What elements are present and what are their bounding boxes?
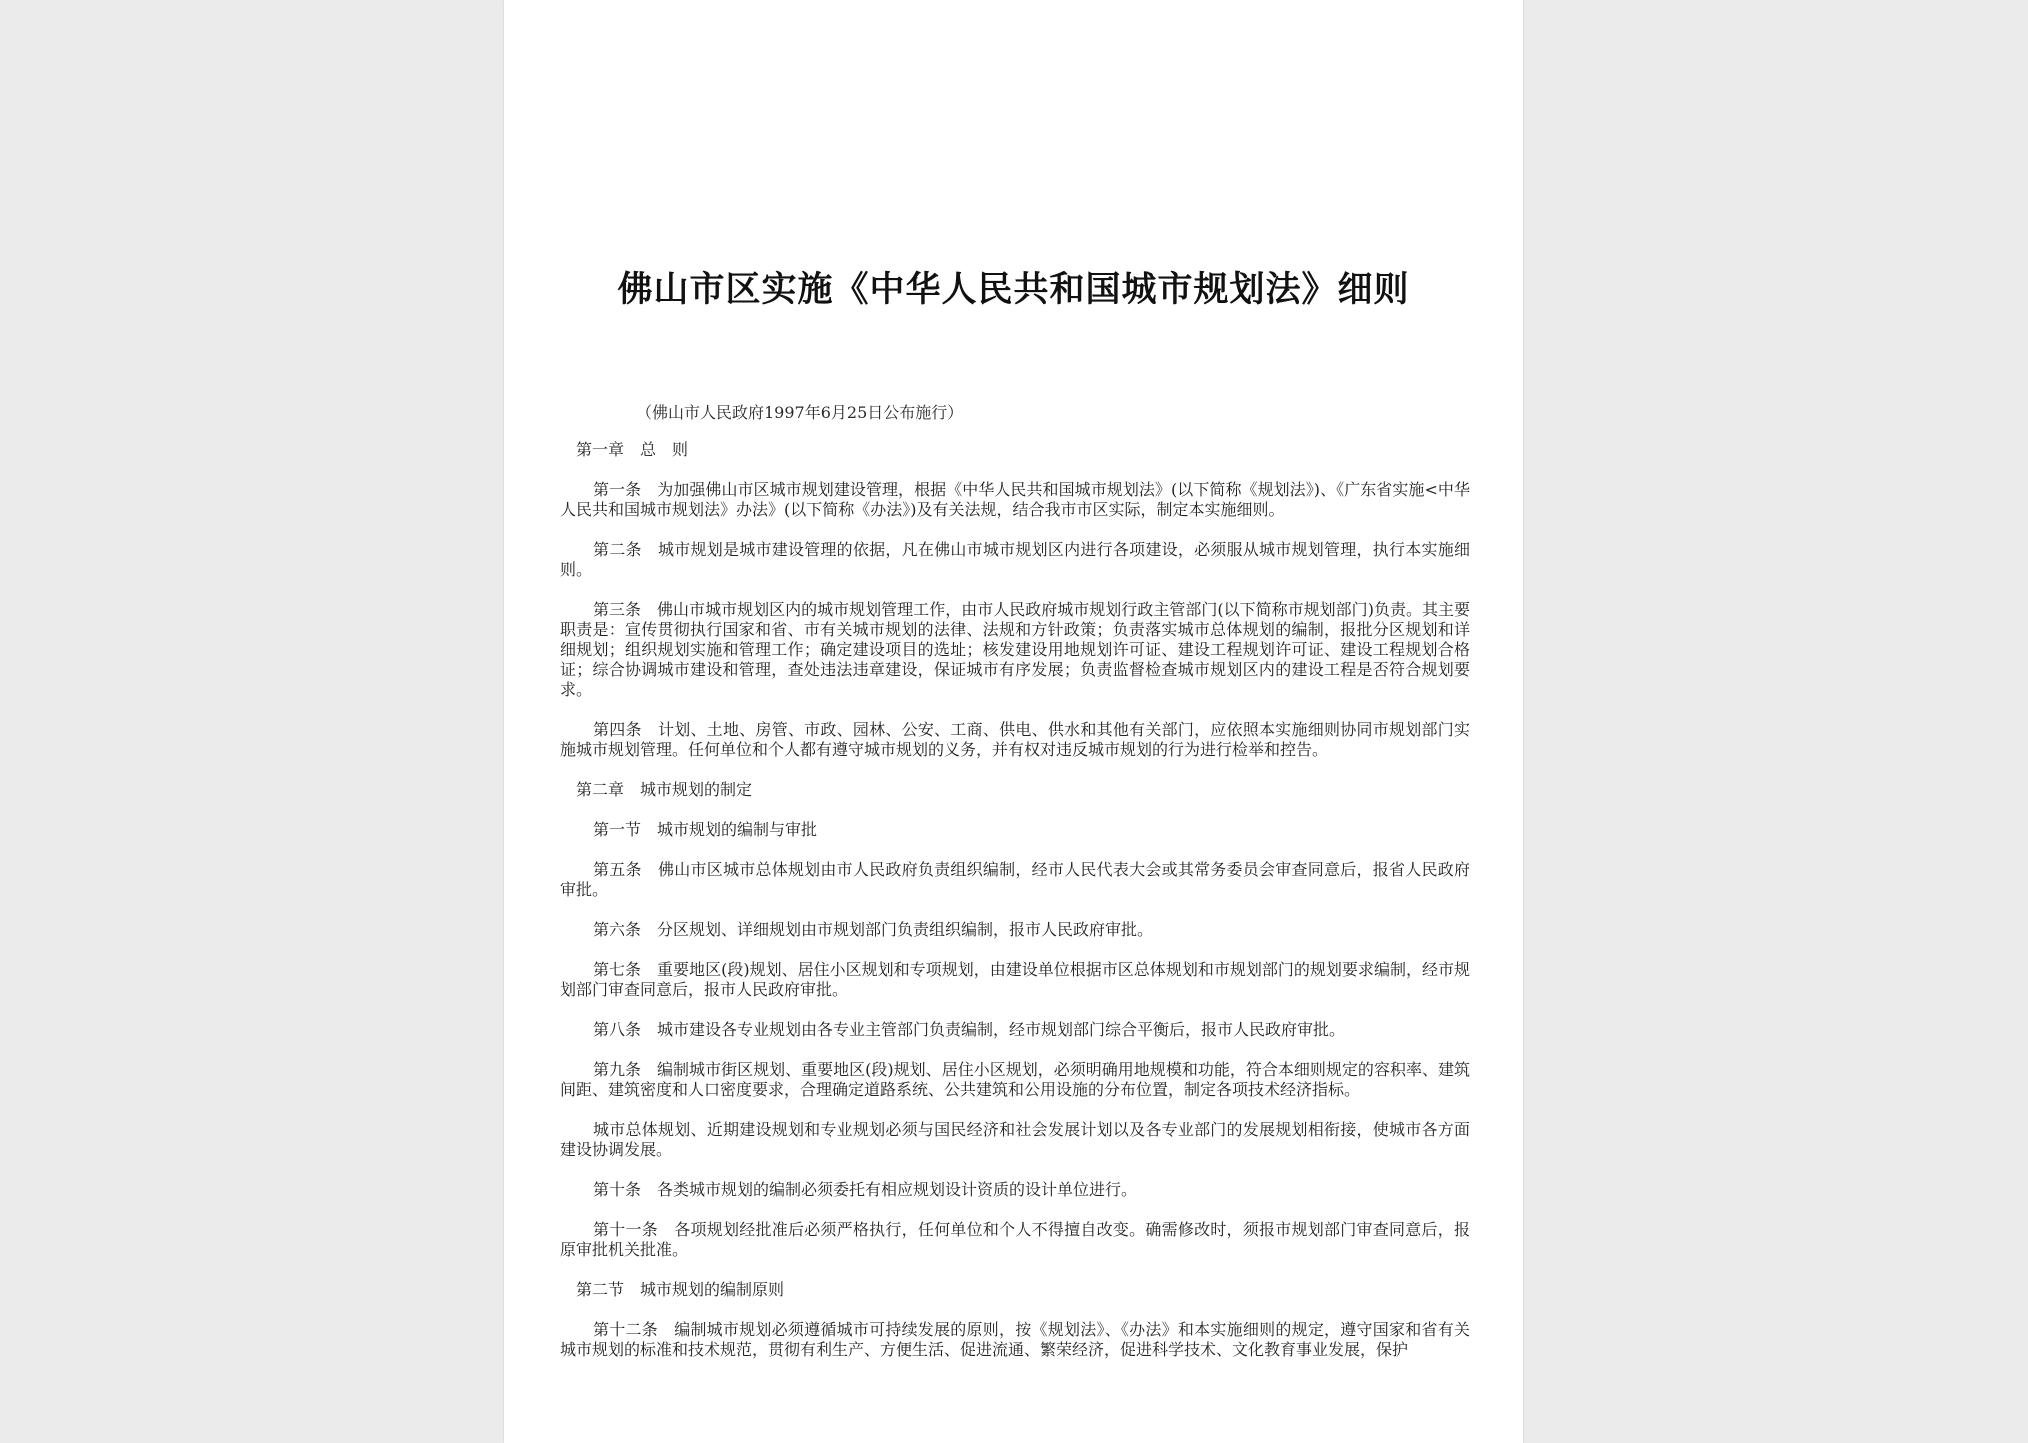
document-page	[504, 0, 1523, 1443]
article-paragraph: 第七条 重要地区(段)规划、居住小区规划和专项规划，由建设单位根据市区总体规划和市规划部门的规划要求编制，经市规划部门审查同意后，报市人民政府审批。	[560, 960, 1470, 999]
article-paragraph: 第六条 分区规划、详细规划由市规划部门负责组织编制，报市人民政府审批。	[593, 920, 1154, 939]
article-paragraph: 第二条 城市规划是城市建设管理的依据，凡在佛山市城市规划区内进行各项建设，必须服从城市规划管理，执行本实施细则。	[560, 540, 1470, 579]
article-paragraph: 第四条 计划、土地、房管、市政、园林、公安、工商、供电、供水和其他有关部门，应依照本实施细则协同市规划部门实施城市规划管理。任何单位和个人都有遵守城市规划的义务，并有权对违反城市规划的行为进行检举和控告。	[560, 720, 1470, 759]
document-title: 佛山市区实施《中华人民共和国城市规划法》细则	[617, 269, 1410, 310]
article-paragraph: 第五条 佛山市区城市总体规划由市人民政府负责组织编制，经市人民代表大会或其常务委员会审查同意后，报省人民政府审批。	[560, 860, 1470, 899]
document-body	[560, 440, 1470, 1360]
article-paragraph: 第一条 为加强佛山市区城市规划建设管理，根据《中华人民共和国城市规划法》(以下简称《规划法》)、《广东省实施<中华人民共和国城市规划法》办法》(以下简称《办法》)及有关法规，结合我市市区实际，制定本实施细则。	[560, 480, 1470, 519]
section-heading: 第二章 城市规划的制定	[576, 780, 753, 799]
promulgation-note: （佛山市人民政府1997年6月25日公布施行）	[636, 403, 964, 422]
section-heading: 第一章 总 则	[576, 440, 689, 459]
article-paragraph: 第十二条 编制城市规划必须遵循城市可持续发展的原则，按《规划法》、《办法》和本实施细则的规定，遵守国家和省有关城市规划的标准和技术规范，贯彻有利生产、方便生活、促进流通、繁荣经济，促进科学技术、文化教育事业发展，保护	[560, 1320, 1470, 1359]
article-paragraph: 第十一条 各项规划经批准后必须严格执行，任何单位和个人不得擅自改变。确需修改时，须报市规划部门审查同意后，报原审批机关批准。	[560, 1220, 1470, 1259]
article-paragraph: 第一节 城市规划的编制与审批	[593, 820, 818, 839]
article-paragraph: 第八条 城市建设各专业规划由各专业主管部门负责编制，经市规划部门综合平衡后，报市人民政府审批。	[593, 1020, 1346, 1039]
section-heading: 第二节 城市规划的编制原则	[576, 1280, 785, 1299]
article-paragraph: 城市总体规划、近期建设规划和专业规划必须与国民经济和社会发展计划以及各专业部门的发展规划相衔接，使城市各方面建设协调发展。	[560, 1120, 1470, 1159]
article-paragraph: 第九条 编制城市街区规划、重要地区(段)规划、居住小区规划，必须明确用地规模和功能，符合本细则规定的容积率、建筑间距、建筑密度和人口密度要求，合理确定道路系统、公共建筑和公用设施的分布位置，制定各项技术经济指标。	[560, 1060, 1470, 1099]
article-paragraph: 第十条 各类城市规划的编制必须委托有相应规划设计资质的设计单位进行。	[593, 1180, 1138, 1199]
article-paragraph: 第三条 佛山市城市规划区内的城市规划管理工作，由市人民政府城市规划行政主管部门(以下简称市规划部门)负责。其主要职责是：宣传贯彻执行国家和省、市有关城市规划的法律、法规和方针政策；负责落实城市总体规划的编制，报批分区规划和详细规划；组织规划实施和管理工作；确定建设项目的选址；核发建设用地规划许可证、建设工程规划许可证、建设工程规划合格证；综合协调城市建设和管理，查处违法违章建设，保证城市有序发展；负责监督检查城市规划区内的建设工程是否符合规划要求。	[560, 600, 1470, 699]
